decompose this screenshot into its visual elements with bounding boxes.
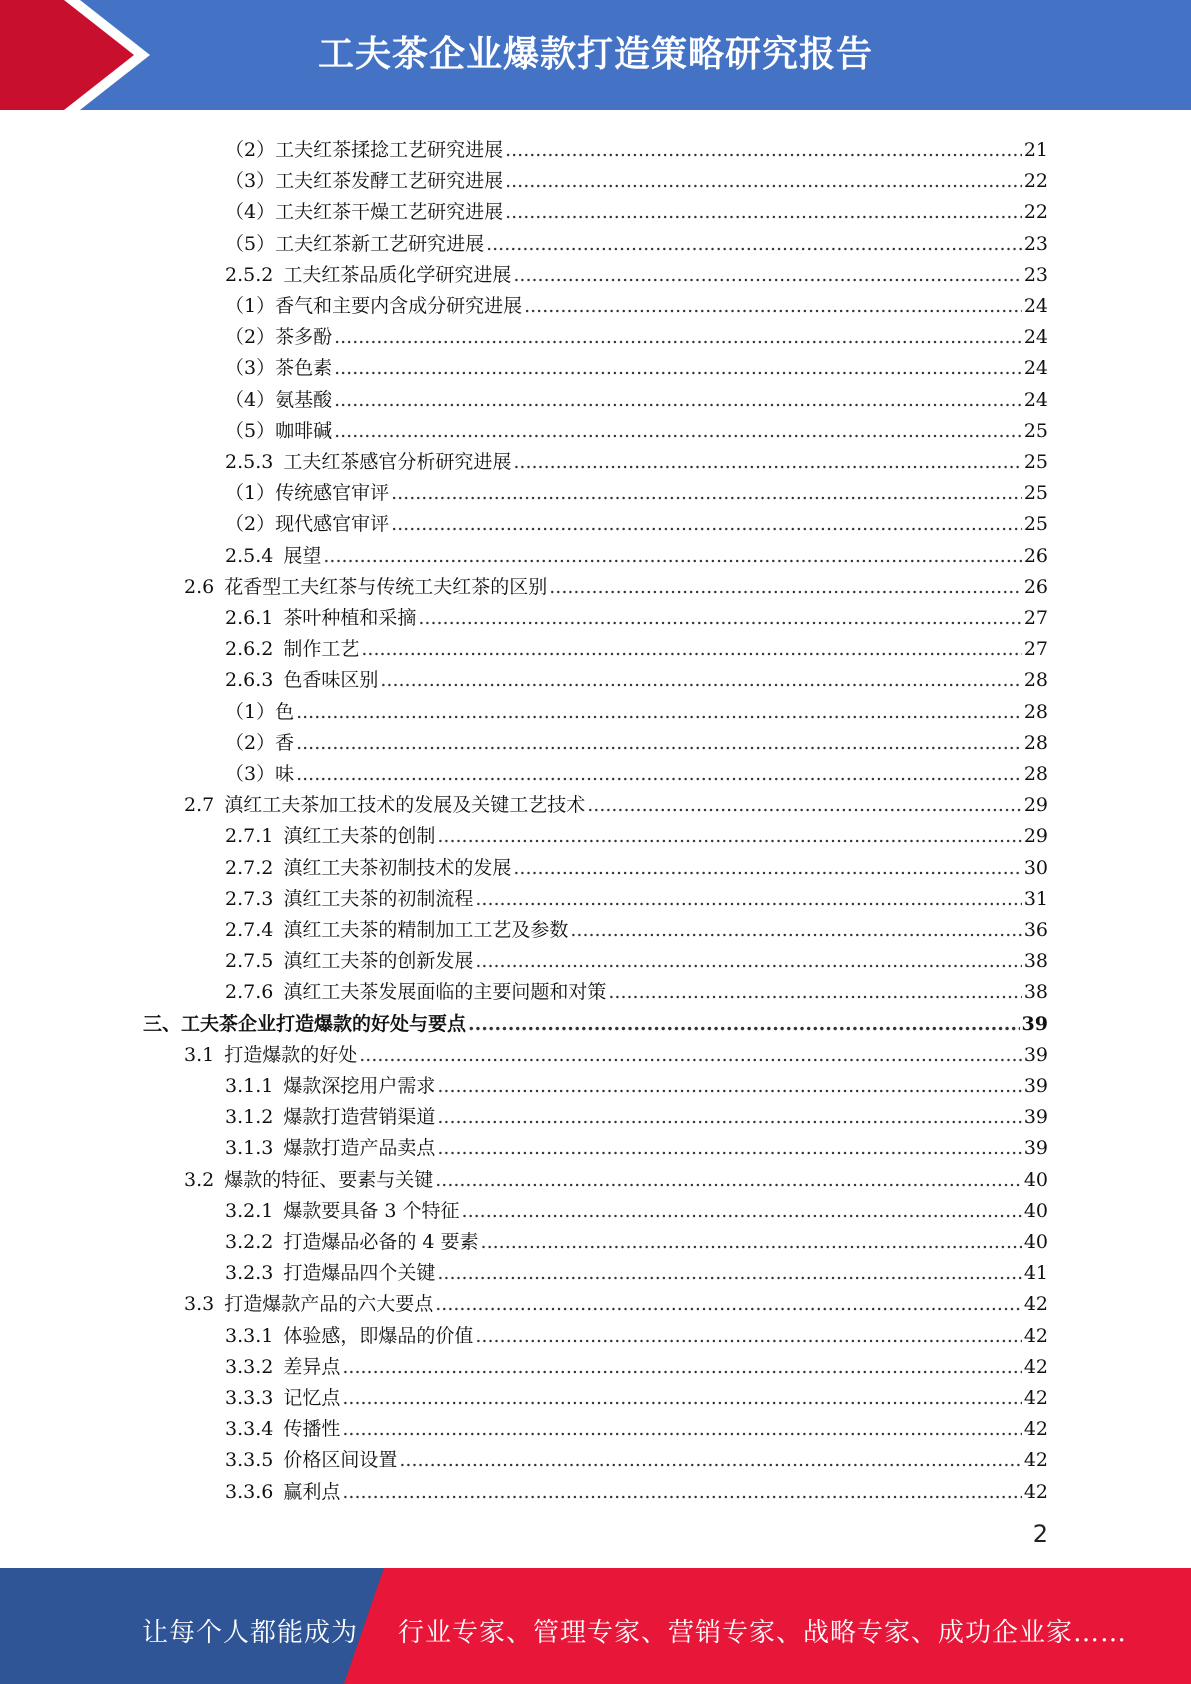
toc-entry-page: 27 [1023,607,1048,629]
toc-entry-page: 29 [1023,825,1048,848]
footer-slogan-right: 行业专家、管理专家、营销专家、战略专家、成功企业家…… [398,1618,1128,1648]
toc-entry-title: （1）传统感官审评 [225,482,390,505]
toc-entry-label [225,1387,340,1409]
toc-entry-title: 记忆点 [283,1387,341,1409]
toc-entry-label [225,1418,340,1440]
toc-dot-leader [524,295,1022,317]
toc-entry-title: 打造爆款产品的六大要点 [224,1293,434,1316]
toc-entry-page: 42 [1023,1324,1048,1347]
toc-entry-title: 滇红工夫茶初制技术的发展 [283,856,512,879]
report-title: 工夫茶企业爆款打造策略研究报告 [317,34,873,75]
toc-entry[interactable] [225,286,1048,317]
toc-dot-leader [587,794,1022,816]
toc-entry-page: 30 [1023,856,1048,879]
toc-dot-leader [437,1262,1021,1284]
toc-dot-leader [342,1356,1021,1378]
toc-entry-number: 2.7.4 [225,919,274,941]
toc-entry-title: 滇红工夫茶的创制 [283,825,436,848]
toc-entry[interactable] [225,692,1048,723]
toc-dot-leader [342,1481,1021,1503]
toc-entry-page: 42 [1023,1355,1048,1378]
toc-entry-label [225,170,503,192]
toc-dot-leader [505,170,1022,192]
toc-entry-page: 39 [1023,1137,1048,1160]
toc-dot-leader [437,825,1021,847]
toc-entry-page: 25 [1023,419,1048,442]
toc-entry-title: 打造爆品必备的 4 要素 [283,1231,479,1253]
toc-entry[interactable] [225,910,1048,941]
toc-entry-label [225,763,294,785]
toc-entry-page: 23 [1023,263,1048,286]
toc-entry-number: 2.6.3 [225,669,274,692]
toc-entry-label [225,1106,435,1128]
toc-entry-page: 28 [1023,700,1048,723]
toc-entry-label [225,825,435,847]
toc-entry-label [225,857,511,879]
toc-entry-label [225,264,511,286]
toc-entry-label [225,669,378,691]
toc-entry-label [225,1075,435,1097]
toc-entry-page: 26 [1023,575,1048,598]
toc-entry-page: 42 [1023,1387,1048,1409]
toc-entry-title: （4）工夫红茶干燥工艺研究进展 [225,201,504,224]
toc-entry-label [225,513,389,535]
toc-dot-leader [391,513,1022,535]
toc-entry-number: 2.7.2 [225,856,274,879]
toc-entry-title: 爆款的特征、要素与关键 [224,1168,434,1191]
toc-entry-label [225,1325,473,1347]
toc-entry[interactable] [225,348,1048,379]
toc-entry-number: 3.3.3 [225,1387,274,1409]
toc-dot-leader [296,732,1022,754]
toc-entry-page: 24 [1023,295,1048,317]
toc-entry-label [184,1169,433,1191]
toc-entry-page: 42 [1023,1293,1048,1316]
toc-entry-label [225,1137,435,1159]
toc-entry-title: （2）现代感官审评 [225,513,390,536]
toc-dot-leader [359,1044,1022,1066]
toc-entry-title: 爆款打造营销渠道 [283,1106,436,1129]
toc-entry-label [184,794,585,816]
toc-entry-title: 工夫红茶品质化学研究进展 [283,263,512,286]
toc-dot-leader [475,950,1021,972]
toc-entry[interactable] [225,224,1048,255]
toc-entry[interactable] [225,192,1048,223]
toc-entry-number: 3.1.3 [225,1137,274,1160]
toc-entry[interactable] [184,1284,1048,1315]
toc-entry-page: 25 [1023,482,1048,505]
toc-dot-leader [570,919,1021,941]
toc-entry-title: （4）氨基酸 [225,388,333,411]
toc-entry-label [225,1449,397,1471]
footer-slogan-left: 让每个人都能成为 [142,1618,359,1648]
toc-entry-page: 23 [1023,232,1048,255]
toc-entry-page: 40 [1023,1199,1048,1222]
toc-entry-title: 价格区间设置 [283,1449,398,1472]
toc-entry-label [225,950,473,972]
toc-entry-page: 27 [1023,638,1048,661]
toc-entry-number: 3.3.2 [225,1355,274,1378]
toc-dot-leader [437,1075,1021,1097]
toc-entry-number: 2.6.2 [225,638,274,661]
toc-entry-label [143,1013,466,1035]
toc-entry-title: （3）味 [225,763,295,785]
toc-entry[interactable] [225,1440,1048,1471]
toc-entry-label [225,139,503,161]
toc-entry-title: 滇红工夫茶发展面临的主要问题和对策 [283,981,607,1004]
toc-entry-page: 39 [1021,1012,1048,1035]
toc-entry-page: 21 [1023,139,1048,161]
toc-entry-page: 39 [1023,1075,1048,1097]
toc-entry-page: 28 [1023,731,1048,754]
toc-entry-label [184,1044,357,1066]
toc-entry-page: 42 [1023,1449,1048,1472]
toc-dot-leader [334,326,1022,348]
toc-entry-title: 差异点 [283,1355,341,1378]
toc-entry-title: （1）香气和主要内含成分研究进展 [225,295,523,317]
toc-entry-number: 2.7 [184,794,215,817]
toc-entry[interactable] [225,255,1048,286]
toc-entry-number: 2.6.1 [225,607,274,629]
toc-dot-leader [399,1449,1021,1471]
toc-entry-title: 滇红工夫茶的创新发展 [283,950,474,973]
toc-entry[interactable] [184,785,1048,816]
toc-entry-page: 24 [1023,326,1048,349]
toc-entry-title: 滇红工夫茶加工技术的发展及关键工艺技术 [224,794,586,817]
toc-entry-number: 2.7.3 [225,887,274,910]
toc-entry-page: 40 [1023,1168,1048,1191]
page-number: 2 [1032,1520,1048,1548]
toc-entry-title: 爆款要具备 3 个特征 [283,1199,460,1222]
toc-entry-title: （5）工夫红茶新工艺研究进展 [225,232,485,255]
toc-entry-number: 3.1.2 [225,1106,274,1129]
page-header [0,0,1191,110]
toc-entry-page: 26 [1023,544,1048,567]
toc-entry-page: 22 [1023,170,1048,193]
toc-dot-leader [323,545,1021,567]
toc-entry-title: （1）色 [225,700,295,723]
toc-dot-leader [342,1387,1021,1409]
toc-entry[interactable] [225,1222,1048,1253]
toc-entry-title: （3）工夫红茶发酵工艺研究进展 [225,170,504,193]
toc-entry[interactable] [225,816,1048,847]
toc-dot-leader [361,638,1021,660]
toc-dot-leader [296,701,1022,723]
toc-entry-number: 2.7.1 [225,825,274,848]
toc-entry-title: 三、工夫茶企业打造爆款的好处与要点 [143,1012,467,1035]
toc-entry-title: （5）咖啡碱 [225,419,333,442]
toc-dot-leader [513,857,1021,879]
toc-entry[interactable] [225,1097,1048,1128]
toc-entry-page: 25 [1023,451,1048,473]
toc-entry-label [225,451,511,473]
toc-entry-label [225,981,606,1003]
toc-entry-label [225,1231,479,1253]
toc-entry-number: 2.6 [184,575,215,598]
toc-entry[interactable] [225,504,1048,535]
toc-entry-title: 花香型工夫红茶与传统工夫红茶的区别 [224,575,548,598]
toc-entry-page: 29 [1023,794,1048,817]
toc-entry[interactable] [143,1004,1048,1035]
toc-entry-label [184,1293,433,1315]
toc-entry-page: 41 [1023,1262,1048,1285]
toc-entry-page: 36 [1023,919,1048,941]
toc-entry-page: 38 [1023,950,1048,973]
toc-entry-number: 3.2.3 [225,1262,274,1285]
toc-entry[interactable] [225,442,1048,473]
toc-entry[interactable] [225,1347,1048,1378]
toc-entry-number: 3.3 [184,1293,215,1316]
toc-entry-title: 打造爆款的好处 [224,1043,358,1066]
toc-entry-title: 传播性 [283,1418,341,1441]
toc-entry[interactable] [184,567,1048,598]
toc-dot-leader [435,1169,1022,1191]
toc-entry-number: 3.1.1 [225,1075,274,1097]
toc-entry-title: 展望 [283,544,322,567]
toc-entry-number: 3.2 [184,1168,215,1191]
toc-entry-number: 3.3.1 [225,1324,274,1347]
toc-entry[interactable] [225,317,1048,348]
toc-entry-label [225,295,522,317]
toc-entry-page: 22 [1023,201,1048,224]
toc-entry[interactable] [225,660,1048,691]
toc-entry-number: 2.5.2 [225,263,274,286]
toc-entry-title: 茶叶种植和采摘 [283,607,417,629]
toc-entry[interactable] [225,1128,1048,1159]
toc-entry[interactable] [184,1035,1048,1066]
toc-entry-page: 25 [1023,513,1048,536]
toc-entry-label [225,638,359,660]
toc-entry-label [225,919,568,941]
toc-entry-title: （2）香 [225,731,295,754]
toc-entry[interactable] [225,1472,1048,1503]
toc-entry-title: （2）茶多酚 [225,326,333,349]
toc-dot-leader [475,888,1021,910]
toc-entry-number: 2.7.5 [225,950,274,973]
toc-entry[interactable] [225,848,1048,879]
toc-entry[interactable] [225,1409,1048,1440]
toc-entry[interactable] [225,972,1048,1003]
toc-dot-leader [481,1231,1022,1253]
toc-entry[interactable] [225,161,1048,192]
toc-entry[interactable] [225,629,1048,660]
toc-entry-number: 3.1 [184,1043,215,1066]
toc-entry-label [225,701,294,723]
toc-entry-label [225,1356,340,1378]
toc-entry[interactable] [225,380,1048,411]
toc-entry-title: 滇红工夫茶的精制加工工艺及参数 [283,919,569,941]
toc-entry[interactable] [225,536,1048,567]
toc-dot-leader [475,1325,1021,1347]
toc-entry-number: 2.5.4 [225,544,274,567]
toc-entry-label [225,326,332,348]
toc-entry-label [225,1481,340,1503]
toc-entry-title: 打造爆品四个关键 [283,1262,436,1285]
toc-dot-leader [462,1200,1022,1222]
toc-dot-leader [391,482,1022,504]
toc-entry-number: 2.7.6 [225,981,274,1004]
toc-entry-label [225,420,332,442]
toc-dot-leader [435,1293,1022,1315]
toc-entry[interactable] [225,879,1048,910]
toc-entry-label [225,607,416,629]
toc-entry-number: 3.2.2 [225,1231,274,1253]
toc-entry-title: 爆款打造产品卖点 [283,1137,436,1160]
toc-dot-leader [549,576,1022,598]
toc-entry-page: 42 [1023,1418,1048,1441]
toc-dot-leader [334,357,1022,379]
toc-dot-leader [437,1106,1021,1128]
toc-entry-label [225,357,332,379]
toc-entry[interactable] [225,723,1048,754]
toc-dot-leader [505,139,1022,161]
toc-entry-number: 3.2.1 [225,1199,274,1222]
toc-entry-page: 39 [1023,1106,1048,1129]
toc-entry-page: 24 [1023,357,1048,380]
toc-entry-page: 39 [1023,1043,1048,1066]
toc-entry-label [225,545,321,567]
toc-entry-label [225,201,503,223]
toc-entry[interactable] [225,1378,1048,1409]
toc-entry-label [225,888,473,910]
toc-entry[interactable] [225,473,1048,504]
toc-entry-number: 3.3.5 [225,1449,274,1472]
toc-entry-page: 38 [1023,981,1048,1004]
toc-entry-title: 制作工艺 [283,638,360,661]
toc-entry-number: 3.3.4 [225,1418,274,1441]
toc-dot-leader [418,607,1021,629]
toc-entry[interactable] [225,754,1048,785]
toc-entry-page: 31 [1023,887,1048,910]
toc-entry[interactable] [225,1316,1048,1347]
toc-entry[interactable] [184,1160,1048,1191]
toc-entry-title: 滇红工夫茶的初制流程 [283,887,474,910]
toc-dot-leader [437,1137,1021,1159]
toc-dot-leader [334,420,1022,442]
toc-dot-leader [486,233,1022,255]
toc-dot-leader [342,1418,1021,1440]
toc-dot-leader [505,201,1022,223]
toc-entry-page: 24 [1023,388,1048,411]
toc-entry[interactable] [225,411,1048,442]
toc-dot-leader [334,389,1022,411]
toc-entry-title: 赢利点 [283,1480,341,1503]
toc-entry-label [184,576,547,598]
toc-entry-page: 28 [1023,763,1048,785]
toc-entry-title: （2）工夫红茶揉捻工艺研究进展 [225,139,504,161]
toc-dot-leader [513,264,1021,286]
toc-dot-leader [380,669,1021,691]
toc-entry[interactable] [225,941,1048,972]
toc-entry[interactable] [225,1066,1048,1097]
toc-dot-leader [513,451,1021,473]
toc-entry-page: 42 [1023,1480,1048,1503]
toc-entry[interactable] [225,598,1048,629]
toc-entry-label [225,482,389,504]
toc-dot-leader [296,763,1022,785]
toc-entry-label [225,233,484,255]
toc-entry[interactable] [225,1191,1048,1222]
toc-entry-number: 2.5.3 [225,451,274,473]
toc-entry-title: 体验感，即爆品的价值 [283,1324,474,1347]
toc-entry-number: 3.3.6 [225,1480,274,1503]
toc-dot-leader [608,981,1021,1003]
toc-entry-title: 爆款深挖用户需求 [283,1075,436,1097]
toc-entry-page: 28 [1023,669,1048,692]
toc-entry[interactable] [225,130,1048,161]
toc-entry-label [225,732,294,754]
toc-entry-label [225,389,332,411]
toc-entry-title: 色香味区别 [283,669,379,692]
toc-entry-label [225,1200,460,1222]
toc-entry-label [225,1262,435,1284]
toc-entry-page: 40 [1023,1231,1048,1253]
toc-dot-leader [468,1013,1020,1035]
toc-entry-title: （3）茶色素 [225,357,333,380]
toc-entry[interactable] [225,1253,1048,1284]
toc-entry-title: 工夫红茶感官分析研究进展 [283,451,512,473]
page-footer [0,1568,1191,1684]
